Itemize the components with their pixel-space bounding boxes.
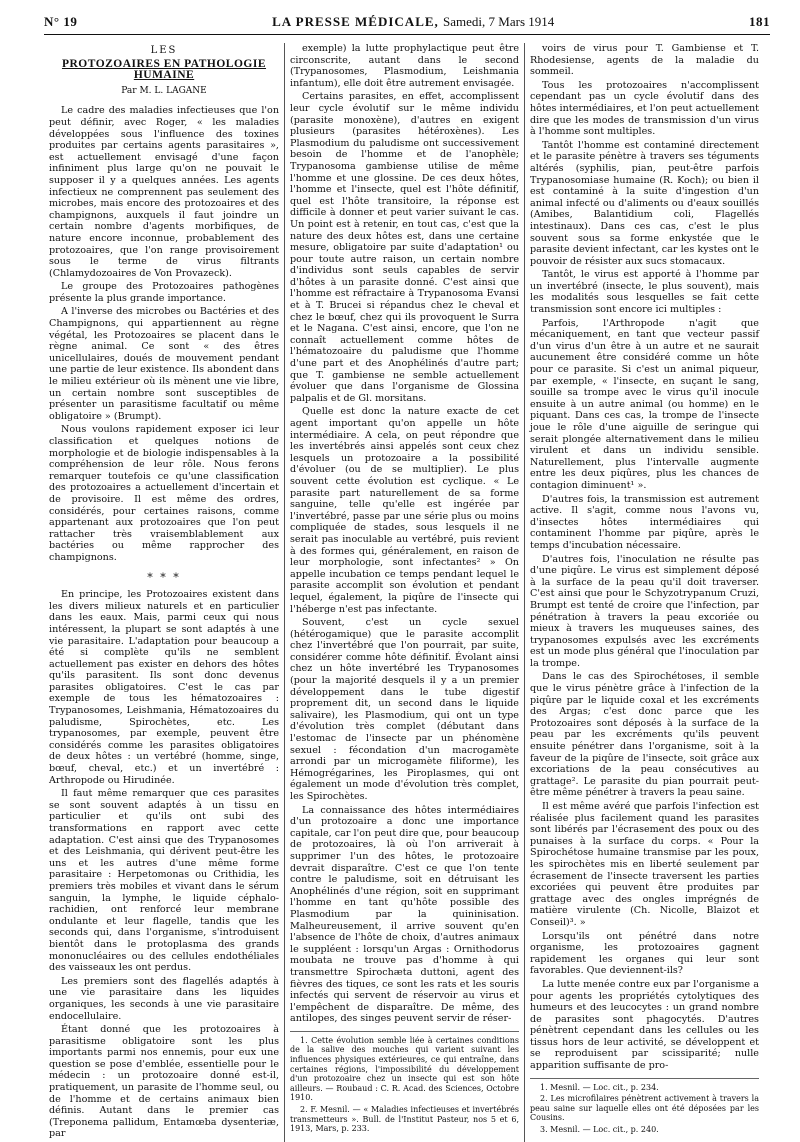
paragraph: exemple) la lutte prophylactique peut être circonscrite, autant dans le second (Trypanosomes, Plasmodium, Leishmania infantum), elle doit être autrement envisagée. — [290, 43, 519, 89]
paragraph: Il est même avéré que parfois l'infection est réalisée plus facilement quand les parasites sont libérés par l'écrasement des poux ou des punaises à la surface du corps. « Pour la Spirochétose humaine transmise par les poux, les spirochètes mis en liberté seulement par écrasement de l'insecte traversent les parties excoriées qui peuvent être produites par grattage avec des ongles imprégnés de matière virulente (Ch. Nicolle, Blaizot et Conseil)³. » — [530, 801, 759, 928]
journal-title — [272, 14, 554, 30]
journal-name: LA PRESSE MÉDICALE, — [272, 14, 439, 29]
footnote: 2. Les microfilaires pénètrent activement à travers la peau saine sur laquelle elles ont été déposées par les Cousins. — [530, 1094, 759, 1123]
paragraph: Quelle est donc la nature exacte de cet agent important qu'on appelle un hôte intermédiaire. A cela, on peut répondre que les invertébrés ainsi appelés sont ceux chez lesquels un protozoaire a la possibilité d'évoluer (ou de se multiplier). Le plus souvent cette évolution est cyclique. « Le parasite part naturellement de sa forme sanguine, telle qu'elle est ingérée par l'invertébré, passe par une série plus ou moins compliquée de stades, sous lesquels il ne serait pas inoculable au vertébré, puis revient à des formes qui, généralement, en raison de leur morphologie, sont infectantes² » On appelle incubation ce temps pendant lequel le parasite accomplit son évolution et pendant lequel, également, la piqûre de l'insecte qui l'héberge n'est pas infectante. — [290, 406, 519, 615]
paragraph: D'autres fois, l'inoculation ne résulte pas d'une piqûre. Le virus est simplement déposé à la surface de la peau qu'il doit traverser. C'est ainsi que pour le Schyzotrypanum Cruzi, Brumpt est tenté de croire que l'infection, par pénétration à travers la peau excoriée ou mieux à travers les muqueuses saines, des trypanosomes expulsés avec les excréments est un mode plus général que l'inoculation par la trompe. — [530, 553, 759, 669]
paragraph: Certains parasites, en effet, accomplissent leur cycle évolutif sur le même individu (parasite monoxène), d'autres en exigent plusieurs (parasites hétéroxènes). Les Plasmodium du paludisme ont successivement besoin de l'homme et de l'anophèle; Trypanosoma gambiense utilise de même l'homme et une glossine. De ces deux hôtes, l'homme et l'insecte, quel est l'hôte définitif, quel est l'hôte transitoire, la réponse est difficile à donner et peut varier suivant le cas. Un point est à retenir, en tout cas, c'est que la nature des deux hôtes est, dans une certaine mesure, obligatoire par suite d'adaptation¹ ou pour toute autre raison, un certain nombre d'individus sont seuls capables de servir d'hôtes à un parasite donné. C'est ainsi que l'homme est réfractaire à Trypanosoma Evansi et à T. Brucei si répandus chez le cheval et chez le bœuf, chez qui ils provoquent le Surra et le Nagana. C'est ainsi, encore, que l'on ne connaît actuellement comme hôtes de l'hématozoaire du paludisme que l'homme d'une part et des Anophélinés d'autre part; que T. gambiense ne semble actuellement évoluer que dans l'organisme de Glossina palpalis et de Gl. morsitans. — [290, 91, 519, 404]
paragraph: Parfois, l'Arthropode n'agit que mécaniquement, en tant que vecteur passif d'un virus d'un être à un autre et ne saurait aucunement être considéré comme un hôte pour ce parasite. Si c'est un animal piqueur, par exemple, « l'insecte, en suçant le sang, souille sa trompe avec le virus qu'il inocule ensuite à un autre animal (ou homme) en le piquant. Dans ces cas, la trompe de l'insecte joue le rôle d'une aiguille de seringue qui serait plongée alternativement dans le milieu virulent et dans un individu sensible. Naturellement, plus l'intervalle augmente entre les deux piqûres, plus les chances de contagion diminuent¹ ». — [530, 317, 759, 491]
footnote: 1. Mesnil. — Loc. cit., p. 234. — [540, 1082, 659, 1092]
page-number: 181 — [748, 14, 770, 29]
paragraph: Le groupe des Protozoaires pathogènes présente la plus grande importance. — [49, 281, 279, 304]
column-2-footnotes — [290, 1031, 519, 1134]
column-1 — [44, 43, 284, 1142]
column-3-footnotes — [530, 1078, 759, 1135]
paragraph: La connaissance des hôtes intermédiaires d'un protozoaire a donc une importance capitale, car l'on peut dire que, pour beaucoup de protozoaires, là où l'on arriverait à supprimer l'un des hôtes, le protozoaire devrait disparaître. C'est ce que l'on tente contre le paludisme, soit en détruisant les Anophélinés d'une région, soit en supprimant l'homme en tant qu'hôte possible des Plasmodium par la quininisation. Malheureusement, il arrive souvent qu'en l'absence de l'hôte de choix, d'autres animaux le suppléent : lorsqu'un Argas : Ornithodorus moubata ne trouve pas d'homme à qui transmettre Spirochæta duttoni, agent des fièvres des tiques, ce sont les rats et les souris infectés qui servent de réservoir au virus et l'empêchent de disparaître. De même, des antilopes, des singes peuvent servir de réser- — [290, 804, 519, 1025]
footnote: 1. Cette évolution semble liée à certaines conditions de la salive des mouches qui varient suivant les influences physiques extérieures, ce qui entraîne, dans certaines régions, l'impossibilité du développement d'un protozoaire chez un insecte qui est son hôte ailleurs. — Roubaud : C. R. Acad. des Sciences, Octobre 1910. — [290, 1035, 519, 1103]
paragraph: Tantôt l'homme est contaminé directement et le parasite pénètre à travers ses téguments altérés (syphilis, pian, peut-être parfois Trypanosomiase humaine (R. Koch); ou bien il est contaminé à la suite d'ingestion d'un animal infecté ou d'aliments ou d'eaux souillés (Amibes, Balantidium coli, Flagellés intestinaux). Dans ces cas, c'est le plus souvent sous sa forme enkystée que le parasite devient infectant, car les kystes ont le pouvoir de résister aux sucs stomacaux. — [530, 139, 759, 267]
article-title: PROTOZOAIRES EN PATHOLOGIE HUMAINE — [61, 57, 267, 82]
column-2-text — [290, 43, 519, 1025]
column-3 — [524, 43, 764, 1142]
column-2 — [284, 43, 524, 1142]
column-1-text-a — [49, 105, 279, 563]
column-1-text-b — [49, 589, 279, 1140]
paragraph: Le cadre des maladies infectieuses que l'on peut définir, avec Roger, « les maladies développées sous l'influence des toxines produites par certains agents parasitaires », est actuellement envisagé d'une façon infiniment plus large qu'on ne pouvait le supposer il y a quelques années. Les agents infectieux ne comprennent pas seulement des microbes, mais encore des protozoaires et des champignons, auxquels il faut joindre un certain nombre d'agents morbifiques, de nature encore inconnue, probablement des protozoaires, que l'on range provisoirement sous le terme de virus filtrants (Chlamydozoaires de Von Provazeck). — [49, 105, 279, 279]
paragraph: A l'inverse des microbes ou Bactéries et des Champignons, qui appartiennent au règne végétal, les Protozoaires se placent dans le règne animal. Ce sont « des êtres unicellulaires, doués de mouvement pendant une partie de leur existence. Ils abondent dans le milieu extérieur où ils mènent une vie libre, un certain nombre sont susceptibles de présenter un parasitisme facultatif ou même obligatoire » (Brumpt). — [49, 306, 279, 422]
paragraph: Lorsqu'ils ont pénétré dans notre organisme, les protozoaires gagnent rapidement les organes qui leur sont favorables. Que deviennent-ils? — [530, 930, 759, 977]
paragraph: La lutte menée contre eux par l'organisme a pour agents les propriétés cytolytiques des humeurs et des leucocytes : un grand nombre de parasites sont phagocytés. D'autres pénètrent cependant dans les cellules ou les tissus hors de leur activité, se développent et se reproduisent par scissiparité; nulle apparition suffisante de pro- — [530, 978, 759, 1072]
issue-date: Samedi, 7 Mars 1914 — [443, 14, 555, 29]
paragraph: Dans le cas des Spirochétoses, il semble que le virus pénètre grâce à l'infection de la piqûre par le liquide coxal et les excréments des Argas; c'est donc parce que les Protozoaires sont déposés à la surface de la peau par les excréments qu'ils peuvent ensuite pénétrer dans l'organisme, soit à la faveur de la piqûre de l'insecte, soit grâce aux excoriations de la peau consécutives au grattage². Le parasite du pian pourrait peut-être même pénétrer à travers la peau saine. — [530, 671, 759, 799]
section-separator: * * * — [147, 570, 181, 584]
paragraph: Étant donné que les protozoaires à parasitisme obligatoire sont les plus importants parmi nos ennemis, pour eux une question se pose d'emblée, essentielle pour le médecin : un protozoaire donné est-il, pratiquement, un parasite de l'homme seul, ou de l'homme et de certains animaux bien définis. Autant dans le premier cas (Treponema pallidum, Entamœba dysenteriæ, par — [49, 1024, 279, 1140]
footnote: 3. Mesnil. — Loc. cit., p. 240. — [540, 1125, 659, 1135]
running-header — [44, 14, 770, 35]
paragraph: D'autres fois, la transmission est autrement active. Il s'agit, comme nous l'avons vu, d'insectes hôtes intermédiaires qui contaminent l'homme par piqûre, après le temps d'incubation nécessaire. — [530, 493, 759, 551]
article-byline: Par M. L. LAGANE — [121, 85, 207, 96]
paragraph: Souvent, c'est un cycle sexuel (hétérogamique) que le parasite accomplit chez l'invertébré que l'on pourrait, par suite, considérer comme hôte définitif. Évolant ainsi chez un hôte invertébré les Trypanosomes (pour la majorité desquels il y a un premier développement dans le tube digestif proprement dit, un second dans le liquide salivaire), les Plasmodium, qui ont un type d'évolution très complet (débutant dans l'estomac de l'insecte par un phénomène sexuel : fécondation d'un macrogamète arrondi par un microgamète filiforme), les Hémogrégarines, les Piroplasmes, qui ont également un mode d'évolution très complet, les Spirochètes. — [290, 617, 519, 802]
issue-number: N° 19 — [44, 14, 78, 29]
paragraph: Tous les protozoaires n'accomplissent cependant pas un cycle évolutif dans des hôtes intermédiaires, et l'on peut actuellement dire que les modes de transmission d'un virus à l'homme sont multiples. — [530, 79, 759, 138]
article-columns — [44, 43, 770, 1142]
paragraph: En principe, les Protozoaires existent dans les divers milieux naturels et en particulier dans les eaux. Mais, parmi ceux qui nous intéressent, la plupart se sont adaptés à une vie parasitaire. L'adaptation pour beaucoup a été si complète qu'ils ne semblent actuellement pas exister en dehors des hôtes qu'ils parasitent. Ils sont donc devenus parasites obligatoires. C'est le cas par exemple de tous les hématozoaires : Trypanosomes, Leishmania, Hématozoaires du paludisme, Spirochètes, etc. Les trypanosomes, par exemple, peuvent être considérés comme les parasites obligatoires de deux hôtes : un vertébré (homme, singe, bœuf, cheval, etc.) et un invertébré : Arthropode ou Hirudinée. — [49, 589, 279, 786]
article-kicker: LES — [150, 45, 178, 56]
paragraph: voirs de virus pour T. Gambiense et T. Rhodesiense, agents de la maladie du sommeil. — [530, 43, 759, 78]
paragraph: Nous voulons rapidement exposer ici leur classification et quelques notions de morphologie et de biologie indispensables à la compréhension de leur rôle. Nous ferons remarquer toutefois ce qu'une classification des protozoaires a actuellement d'incertain et de provisoire. Il est même des ordres, considérés, pour certaines raisons, comme appartenant aux protozoaires que l'on peut rattacher très vraisemblablement aux bactéries ou même rapprocher des champignons. — [49, 424, 279, 563]
paragraph: Les premiers sont des flagellés adaptés à une vie parasitaire dans les liquides organiques, les seconds à une vie parasitaire endocellulaire. — [49, 975, 279, 1022]
paragraph: Tantôt, le virus est apporté à l'homme par un invertébré (insecte, le plus souvent), mais les modalités sous lesquelles se fait cette transmission sont encore ici multiples : — [530, 269, 759, 316]
paragraph: Il faut même remarquer que ces parasites se sont souvent adaptés à un tissu en particulier et qu'ils ont subi des transformations en rapport avec cette adaptation. C'est ainsi que des Trypanosomes et des Leishmania, qui dérivent peut-être les uns et les autres d'une même forme parasitaire : Herpetomonas ou Crithidia, les premiers très mobiles et vivant dans le sérum sanguin, la lymphe, le liquide céphalo-rachidien, ont renforcé leur membrane ondulante et leur flagelle, tandis que les seconds qui, dans l'organisme, s'introduisent bientôt dans le protoplasma des grands mononucléaires ou des cellules endothéliales des vaisseaux les ont perdus. — [49, 788, 279, 974]
column-3-text — [530, 43, 759, 1072]
footnote: 2. F. Mesnil. — « Maladies infectieuses et invertébrés transmetteurs ». Bull. de l'Institut Pasteur, nos 5 et 6, 1913, Mars, p. 233. — [290, 1105, 519, 1134]
